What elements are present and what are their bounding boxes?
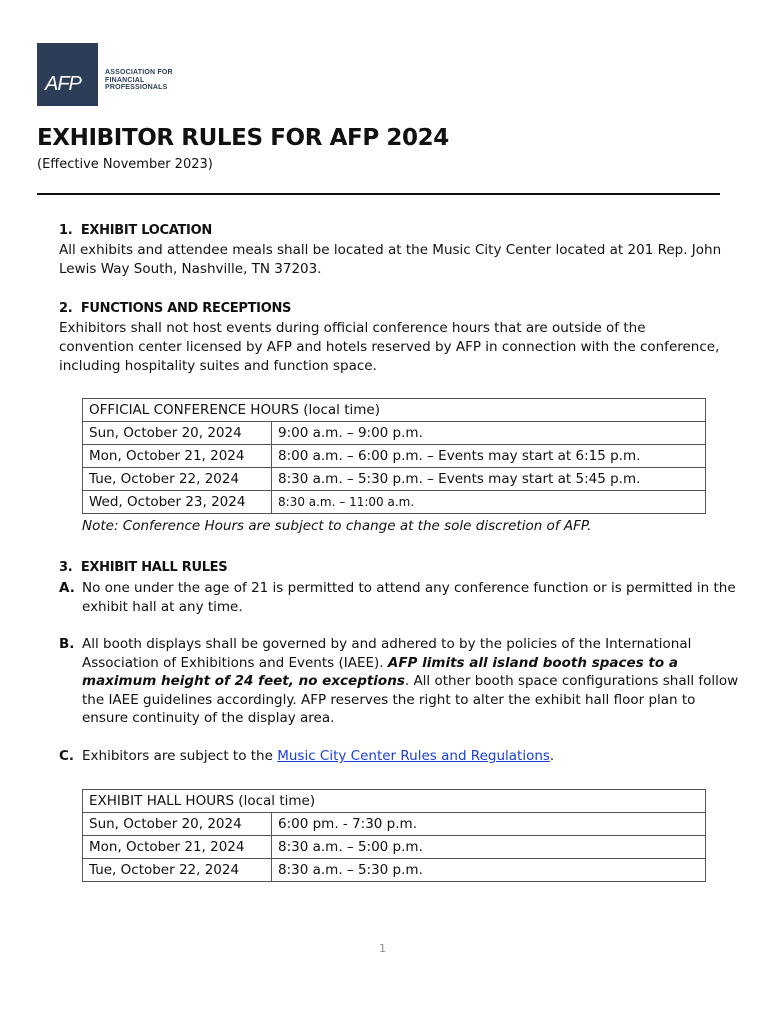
- rule-b-text: [82, 635, 741, 728]
- rule-c-text: [82, 747, 741, 766]
- rule-letter: C.: [59, 748, 75, 764]
- section-2-body: Exhibitors shall not host events during official conference hours that are outside of the convention center licensed by AFP and hotels reserved by AFP in connection with the conference, including hospitality suites and function space.: [59, 320, 720, 374]
- table-cell-time: 8:00 a.m. – 6:00 p.m. – Events may start at 6:15 p.m.: [272, 445, 706, 468]
- logo-org-name: [105, 69, 173, 92]
- rule-c: [59, 747, 741, 766]
- table-cell-day: Wed, October 23, 2024: [83, 491, 272, 514]
- section-2-heading: 2. FUNCTIONS AND RECEPTIONS: [59, 301, 292, 316]
- table-row: [83, 491, 706, 514]
- afp-logo: [37, 43, 173, 106]
- rule-a-text: No one under the age of 21 is permitted to attend any conference function or is permitted in the exhibit hall at any time.: [82, 580, 736, 615]
- music-city-center-rules-link[interactable]: Music City Center Rules and Regulations: [277, 748, 550, 764]
- table-cell-time: 8:30 a.m. – 11:00 a.m.: [272, 491, 706, 514]
- rule-a: [59, 579, 741, 616]
- table-row: [83, 445, 706, 468]
- table-row: [83, 422, 706, 445]
- table-cell-day: Mon, October 21, 2024: [83, 836, 272, 859]
- table-header: OFFICIAL CONFERENCE HOURS (local time): [83, 399, 706, 422]
- table-row: [83, 859, 706, 882]
- table-cell-day: Mon, October 21, 2024: [83, 445, 272, 468]
- rule-letter: B.: [59, 636, 75, 652]
- table-row: [83, 836, 706, 859]
- table-row: [83, 468, 706, 491]
- title-divider: [37, 193, 720, 195]
- table-header: EXHIBIT HALL HOURS (local time): [83, 790, 706, 813]
- table-cell-day: Sun, October 20, 2024: [83, 813, 272, 836]
- table-cell-time: 9:00 a.m. – 9:00 p.m.: [272, 422, 706, 445]
- document-title: EXHIBITOR RULES FOR AFP 2024: [37, 125, 449, 151]
- conference-hours-note: Note: Conference Hours are subject to change at the sole discretion of AFP.: [82, 518, 592, 534]
- effective-date: (Effective November 2023): [37, 157, 213, 172]
- rule-c-text-part: .: [549, 748, 555, 764]
- table-header-row: [83, 790, 706, 813]
- rule-b-text-part: . All other booth space configurations shall follow the IAEE guidelines accordingly. AFP reserves the right to alter the exhibit hall floor plan to ensure continuity of the display area.: [82, 673, 739, 726]
- table-header-row: [83, 399, 706, 422]
- logo-org-line: PROFESSIONALS: [105, 84, 168, 92]
- table-cell-time: 8:30 a.m. – 5:00 p.m.: [272, 836, 706, 859]
- rule-b-text-part: All booth displays shall be governed by and adhered to by the policies of the International Association of Exhibitions and Events (IAEE).: [82, 636, 692, 671]
- logo-mark-text: AFP: [45, 73, 81, 95]
- rule-b: [59, 635, 741, 728]
- table-row: [83, 813, 706, 836]
- table-cell-time: 8:30 a.m. – 5:30 p.m. – Events may start at 5:45 p.m.: [272, 468, 706, 491]
- page-number: 1: [379, 942, 386, 955]
- conference-hours-table: [82, 398, 706, 514]
- table-cell-day: Tue, October 22, 2024: [83, 859, 272, 882]
- exhibit-hall-hours-table: [82, 789, 706, 882]
- rule-c-text-part: Exhibitors are subject to the: [82, 748, 278, 764]
- rule-letter: A.: [59, 580, 75, 596]
- rule-b-emphasis: AFP limits all island booth spaces to a maximum height of 24 feet, no exceptions: [82, 654, 678, 689]
- logo-mark: [37, 43, 98, 106]
- table-cell-time: 8:30 a.m. – 5:30 p.m.: [272, 859, 706, 882]
- table-cell-day: Sun, October 20, 2024: [83, 422, 272, 445]
- section-3-heading: 3. EXHIBIT HALL RULES: [59, 560, 228, 575]
- table-cell-day: Tue, October 22, 2024: [83, 468, 272, 491]
- logo-org-line: ASSOCIATION FOR: [105, 69, 173, 77]
- logo-org-line: FINANCIAL: [105, 76, 145, 84]
- table-cell-time: 6:00 pm. - 7:30 p.m.: [272, 813, 706, 836]
- section-1-heading: 1. EXHIBIT LOCATION: [59, 223, 212, 238]
- section-1-body: All exhibits and attendee meals shall be located at the Music City Center located at 201 Rep. John Lewis Way South, Nashville, TN 37203.: [59, 242, 722, 277]
